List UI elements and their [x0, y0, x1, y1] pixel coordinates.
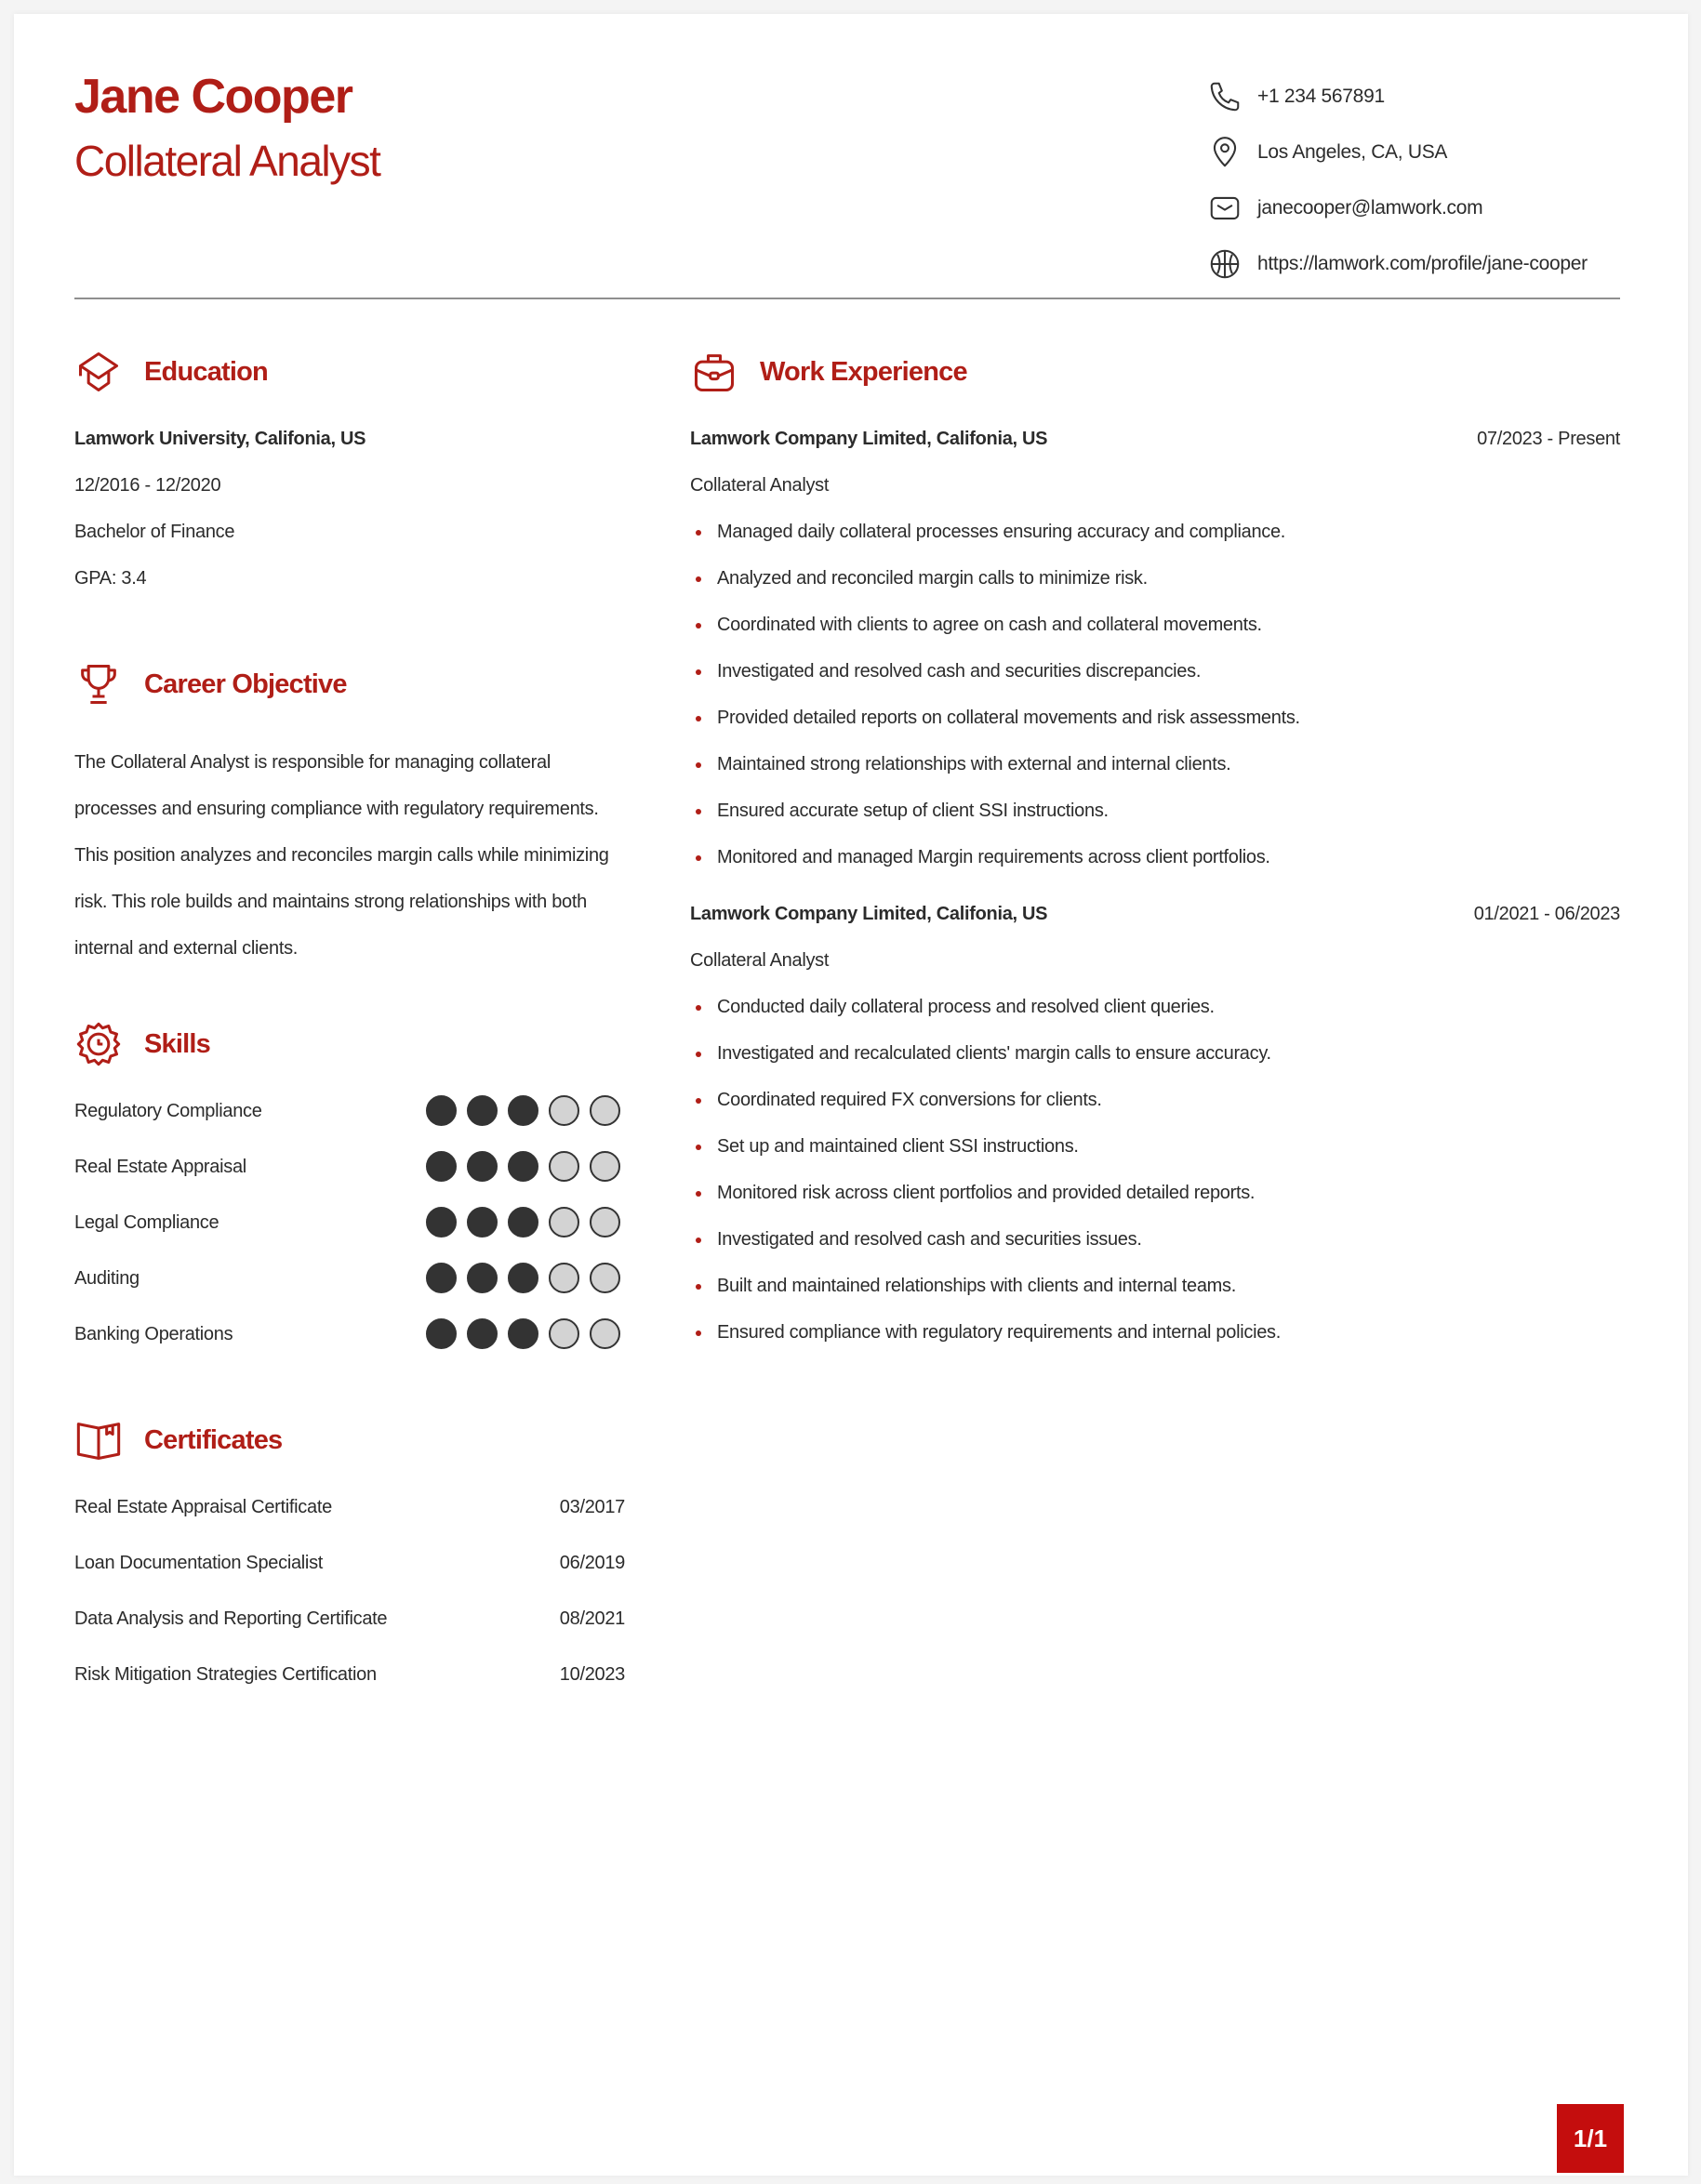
job-bullet: Managed daily collateral processes ensuring accuracy and compliance.	[690, 518, 1285, 546]
contact-item	[1207, 245, 1588, 283]
skill-name: Banking Operations	[74, 1324, 233, 1344]
skill-rating	[426, 1095, 620, 1126]
job-bullet: Investigated and resolved cash and securities discrepancies.	[690, 657, 1201, 685]
rating-dot-empty	[590, 1095, 620, 1126]
rating-dot-filled	[508, 1151, 538, 1182]
job-company: Lamwork Company Limited, Califonia, US	[690, 429, 1048, 449]
contact-text: janecooper@lamwork.com	[1257, 197, 1483, 218]
candidate-name: Jane Cooper	[74, 70, 352, 124]
rating-dot-filled	[426, 1207, 457, 1238]
job-bullet: Coordinated required FX conversions for clients.	[690, 1086, 1102, 1114]
job-bullet: Ensured accurate setup of client SSI instructions.	[690, 797, 1109, 825]
contact-item	[1207, 190, 1482, 227]
rating-dot-empty	[549, 1095, 579, 1126]
certificate-date: 08/2021	[559, 1608, 625, 1629]
job-bullet: Ensured compliance with regulatory requirements and internal policies.	[690, 1318, 1281, 1346]
page-indicator: 1/1	[1557, 2104, 1624, 2173]
rating-dot-empty	[549, 1151, 579, 1182]
education-school: Lamwork University, Califonia, US	[74, 429, 366, 449]
contact-text: Los Angeles, CA, USA	[1257, 141, 1448, 163]
rating-dot-filled	[426, 1263, 457, 1293]
rating-dot-empty	[590, 1263, 620, 1293]
skill-name: Regulatory Compliance	[74, 1101, 262, 1121]
contact-item	[1207, 78, 1385, 115]
candidate-title: Collateral Analyst	[74, 137, 380, 185]
contact-text: +1 234 567891	[1257, 86, 1385, 107]
job-bullet: Provided detailed reports on collateral movements and risk assessments.	[690, 704, 1300, 732]
certificate-date: 03/2017	[559, 1497, 625, 1517]
skill-rating	[426, 1318, 620, 1349]
rating-dot-empty	[549, 1207, 579, 1238]
job-bullet: Built and maintained relationships with clients and internal teams.	[690, 1272, 1236, 1300]
rating-dot-empty	[590, 1151, 620, 1182]
education-degree: Bachelor of Finance	[74, 522, 235, 542]
education-gpa: GPA: 3.4	[74, 568, 147, 589]
certificates-heading: Certificates	[74, 1412, 282, 1468]
certificate-name: Real Estate Appraisal Certificate	[74, 1497, 332, 1517]
skill-name: Legal Compliance	[74, 1212, 219, 1233]
rating-dot-filled	[426, 1318, 457, 1349]
education-dates: 12/2016 - 12/2020	[74, 475, 221, 496]
job-bullet: Investigated and resolved cash and securities issues.	[690, 1225, 1142, 1253]
skill-rating	[426, 1263, 620, 1293]
rating-dot-filled	[508, 1207, 538, 1238]
contact-item	[1207, 134, 1447, 171]
skill-name: Real Estate Appraisal	[74, 1157, 246, 1177]
phone-icon	[1207, 79, 1243, 114]
header-divider	[74, 298, 1620, 299]
job-role: Collateral Analyst	[690, 475, 830, 496]
rating-dot-filled	[467, 1318, 498, 1349]
job-dates: 07/2023 - Present	[1477, 429, 1620, 449]
gear-clock-icon	[74, 1020, 123, 1068]
job-role: Collateral Analyst	[690, 950, 830, 971]
job-bullet: Coordinated with clients to agree on cash and collateral movements.	[690, 611, 1262, 639]
rating-dot-filled	[508, 1318, 538, 1349]
education-heading: Education	[74, 344, 268, 400]
job-bullet: Analyzed and reconciled margin calls to minimize risk.	[690, 564, 1148, 592]
rating-dot-empty	[590, 1207, 620, 1238]
rating-dot-empty	[590, 1318, 620, 1349]
work-experience-heading: Work Experience	[690, 344, 967, 400]
rating-dot-filled	[426, 1151, 457, 1182]
graduation-cap-icon	[74, 348, 123, 396]
certificate-name: Risk Mitigation Strategies Certification	[74, 1664, 377, 1685]
certificate-name: Data Analysis and Reporting Certificate	[74, 1608, 388, 1629]
job-bullet: Monitored and managed Margin requirements across client portfolios.	[690, 843, 1270, 871]
skill-name: Auditing	[74, 1268, 140, 1289]
skill-rating	[426, 1151, 620, 1182]
rating-dot-filled	[467, 1207, 498, 1238]
book-icon	[74, 1416, 123, 1464]
mail-icon	[1207, 191, 1243, 226]
rating-dot-empty	[549, 1318, 579, 1349]
skills-heading: Skills	[74, 1016, 210, 1072]
rating-dot-filled	[426, 1095, 457, 1126]
certificate-name: Loan Documentation Specialist	[74, 1553, 324, 1573]
rating-dot-filled	[508, 1263, 538, 1293]
rating-dot-filled	[467, 1151, 498, 1182]
location-pin-icon	[1207, 135, 1243, 170]
job-bullet: Maintained strong relationships with external and internal clients.	[690, 750, 1230, 778]
globe-icon	[1207, 246, 1243, 282]
job-bullet: Conducted daily collateral process and resolved client queries.	[690, 993, 1215, 1021]
job-dates: 01/2021 - 06/2023	[1473, 904, 1620, 924]
briefcase-icon	[690, 348, 738, 396]
job-bullet: Set up and maintained client SSI instructions.	[690, 1132, 1079, 1160]
career-objective-heading: Career Objective	[74, 656, 347, 712]
job-company: Lamwork Company Limited, Califonia, US	[690, 904, 1048, 924]
rating-dot-filled	[508, 1095, 538, 1126]
rating-dot-filled	[467, 1095, 498, 1126]
career-objective-text: The Collateral Analyst is responsible for managing collateral processes and ensuring compliance with regulatory requirements. This position analyzes and reconciles margin calls while minimizing risk. This role builds and maintains strong relationships with both internal and external clients.	[74, 752, 609, 959]
certificate-date: 06/2019	[559, 1553, 625, 1573]
rating-dot-empty	[549, 1263, 579, 1293]
job-bullet: Investigated and recalculated clients' margin calls to ensure accuracy.	[690, 1039, 1271, 1067]
rating-dot-filled	[467, 1263, 498, 1293]
contact-text: https://lamwork.com/profile/jane-cooper	[1257, 253, 1588, 274]
trophy-icon	[74, 660, 123, 708]
skill-rating	[426, 1207, 620, 1238]
job-bullet: Monitored risk across client portfolios and provided detailed reports.	[690, 1179, 1255, 1207]
certificate-date: 10/2023	[559, 1664, 625, 1685]
